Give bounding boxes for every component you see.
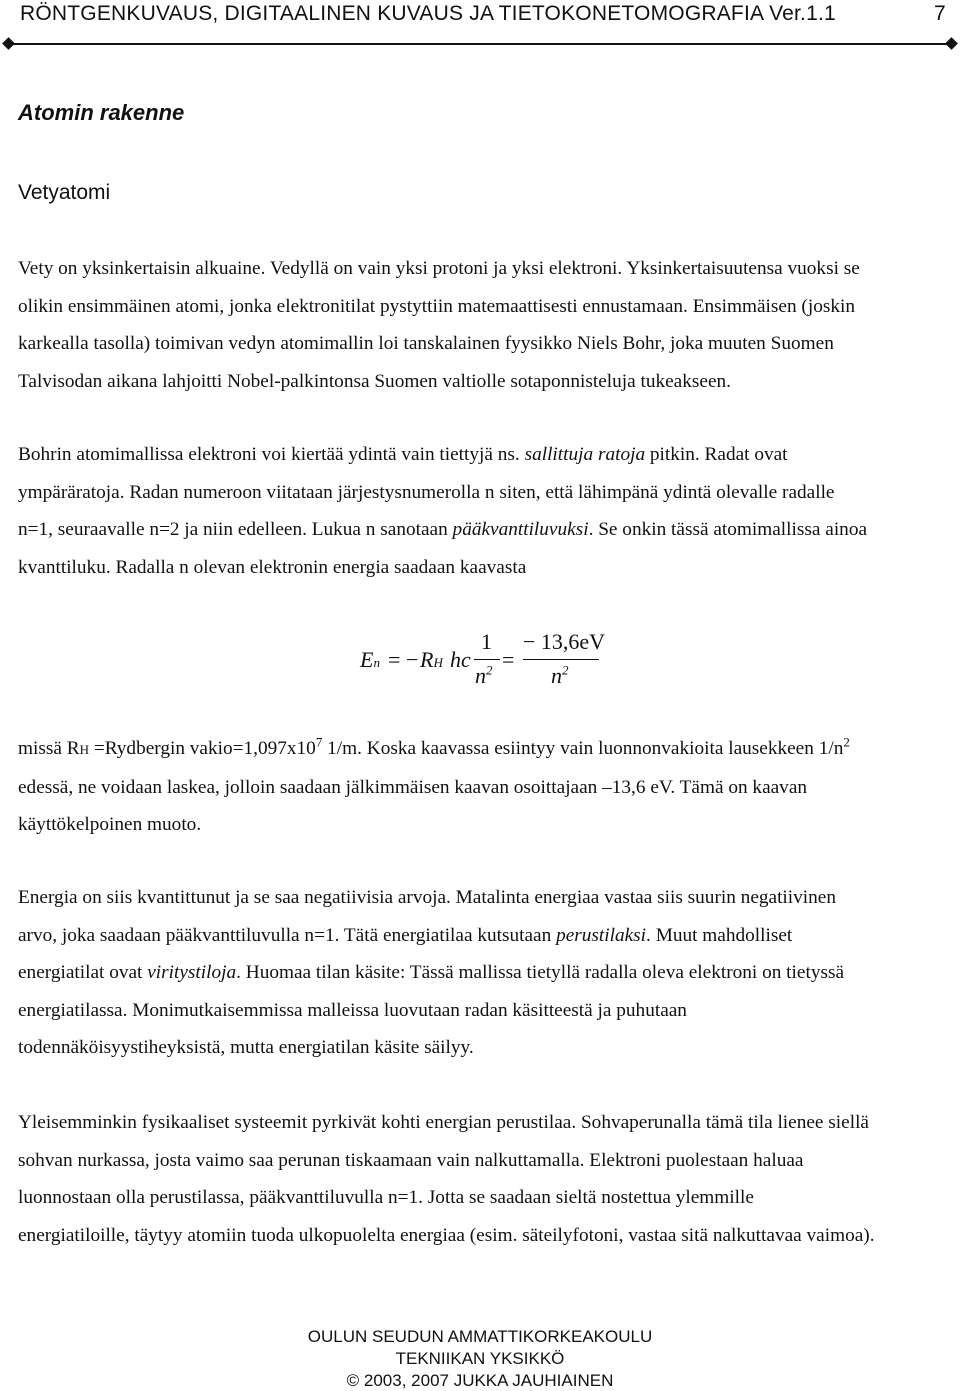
paragraph-energy-states bbox=[18, 879, 943, 1067]
formula-rydberg: RH bbox=[420, 647, 443, 672]
text-line: energiatilassa. Monimutkaisemmissa malleissa luovutaan radan käsitteestä ja puhutaan bbox=[18, 999, 687, 1021]
text-line: Talvisodan aikana lahjoitti Nobel-palkintonsa Suomen valtiolle sotaponnisteluja tukeakseen. bbox=[18, 370, 731, 392]
text-line: kvanttiluku. Radalla n olevan elektronin energia saadaan kaavasta bbox=[18, 556, 527, 578]
footer-copyright: © 2003, 2007 JUKKA JAUHIAINEN bbox=[346, 1371, 614, 1390]
text-line: olikin ensimmäinen atomi, jonka elektronitilat pystyttiin matemaattisesti ennustamaan. Ensimmäisen (joskin bbox=[18, 295, 855, 317]
formula-equals-2: = bbox=[502, 647, 515, 672]
text-line: missä RH =Rydbergin $vakio=1,097x10^7$ 1/m. Koska kaavassa esiintyy vain luonnonvakioita lausekkeen $1/n^2$ bbox=[18, 734, 850, 759]
paragraph-intro bbox=[18, 250, 943, 400]
formula-frac2-numerator: − 13,6eV bbox=[523, 629, 606, 654]
term-sallittuja-ratoja: sallittuja ratoja bbox=[524, 444, 646, 465]
text-line: Yleisemminkin fysikaaliset systeemit pyrkivät kohti energian perustilaa. Sohvaperunalla tämä tila lienee siellä bbox=[18, 1112, 869, 1133]
text-line: sohvan nurkassa, josta vaimo saa perunan tiskaamaan vain nalkuttamalla. Elektroni puolestaan haluaa bbox=[18, 1149, 804, 1171]
text-line: arvo, joka saadaan pääkvanttiluvulla n=1. Tätä energiatilaa kutsutaan perustilaksi. Muut mahdolliset bbox=[18, 924, 793, 946]
formula-frac1-bar bbox=[474, 659, 500, 660]
term-viritystila: viritystiloja bbox=[147, 962, 237, 983]
formula-frac2-denominator: $n^2$ bbox=[551, 662, 569, 688]
term-perustila: perustilaksi bbox=[556, 924, 647, 946]
formula-frac1-denominator: $n^2$ bbox=[475, 662, 493, 688]
header-rule bbox=[8, 43, 952, 45]
formula-frac2-bar bbox=[523, 659, 599, 660]
text-line: n=1, seuraavalle n=2 ja niin edelleen. Lukua n sanotaan pääkvanttiluvuksi. Se onkin tässä atomimallissa ainoa bbox=[18, 519, 868, 540]
text-line: energiatilat ovat viritystiloja. Huomaa tilan käsite: Tässä mallissa tietyllä radalla oleva elektroni on tietyssä bbox=[18, 962, 845, 983]
paragraph-ground-state bbox=[18, 1104, 943, 1254]
term-paakvanttiluku: pääkvanttiluvuksi bbox=[452, 519, 589, 540]
text-line: Bohrin atomimallissa elektroni voi kiertää ydintä vain tiettyjä ns. sallittuja ratoja pitkin. Radat ovat bbox=[18, 444, 788, 465]
formula-frac1-numerator: 1 bbox=[481, 629, 492, 654]
formula-lhs: En bbox=[360, 647, 380, 672]
formula-minus: − bbox=[406, 647, 419, 672]
formula-hc: hc bbox=[450, 647, 471, 672]
text-line: edessä, ne voidaan laskea, jolloin saadaan jälkimmäisen kaavan osoittajaan –13,6 eV. Tämä on kaavan bbox=[18, 776, 808, 798]
footer-unit: TEKNIIKAN YKSIKKÖ bbox=[395, 1349, 565, 1368]
formula-equals: = bbox=[388, 647, 401, 672]
paragraph-bohr-model bbox=[18, 436, 943, 586]
text-line: Vety on yksinkertaisin alkuaine. Vedyllä on vain yksi protoni ja yksi elektroni. Yksinkertaisuutensa vuoksi se bbox=[18, 258, 860, 279]
paragraph-rydberg bbox=[18, 730, 943, 844]
section-subtitle: Vetyatomi bbox=[18, 181, 111, 204]
text-line: ympäräratoja. Radan numeroon viitataan järjestysnumerolla n siten, että lähimpänä ydintä olevalle radalle bbox=[18, 481, 835, 503]
text-line: karkealla tasolla) toimivan vedyn atomimallin loi tanskalainen fyysikko Niels Bohr, joka muuten Suomen bbox=[18, 333, 834, 354]
text-line: todennäköisyystiheyksistä, mutta energiatilan käsite säilyy. bbox=[18, 1037, 474, 1058]
page-number: 7 bbox=[934, 2, 946, 25]
header-rule-right-diamond-icon bbox=[945, 37, 958, 50]
text-line: käyttökelpoinen muoto. bbox=[18, 814, 202, 835]
running-header-title: RÖNTGENKUVAUS, DIGITAALINEN KUVAUS JA TIETOKONETOMOGRAFIA Ver.1.1 bbox=[20, 2, 836, 25]
header-rule-left-diamond-icon bbox=[2, 37, 15, 50]
section-title: Atomin rakenne bbox=[18, 100, 185, 125]
text-line: luonnostaan olla perustilassa, pääkvanttiluvulla n=1. Jotta se saadaan sieltä nostettua ylemmille bbox=[18, 1187, 754, 1208]
footer-institution: OULUN SEUDUN AMMATTIKORKEAKOULU bbox=[307, 1327, 653, 1346]
text-line: Energia on siis kvantittunut ja se saa negatiivisia arvoja. Matalinta energiaa vastaa siis suurin negatiivinen bbox=[18, 887, 836, 908]
text-line: energiatiloille, täytyy atomiin tuoda ulkopuolelta energiaa (esim. säteilyfotoni, vastaa sitä nalkuttavaa vaimoa). bbox=[18, 1224, 875, 1246]
